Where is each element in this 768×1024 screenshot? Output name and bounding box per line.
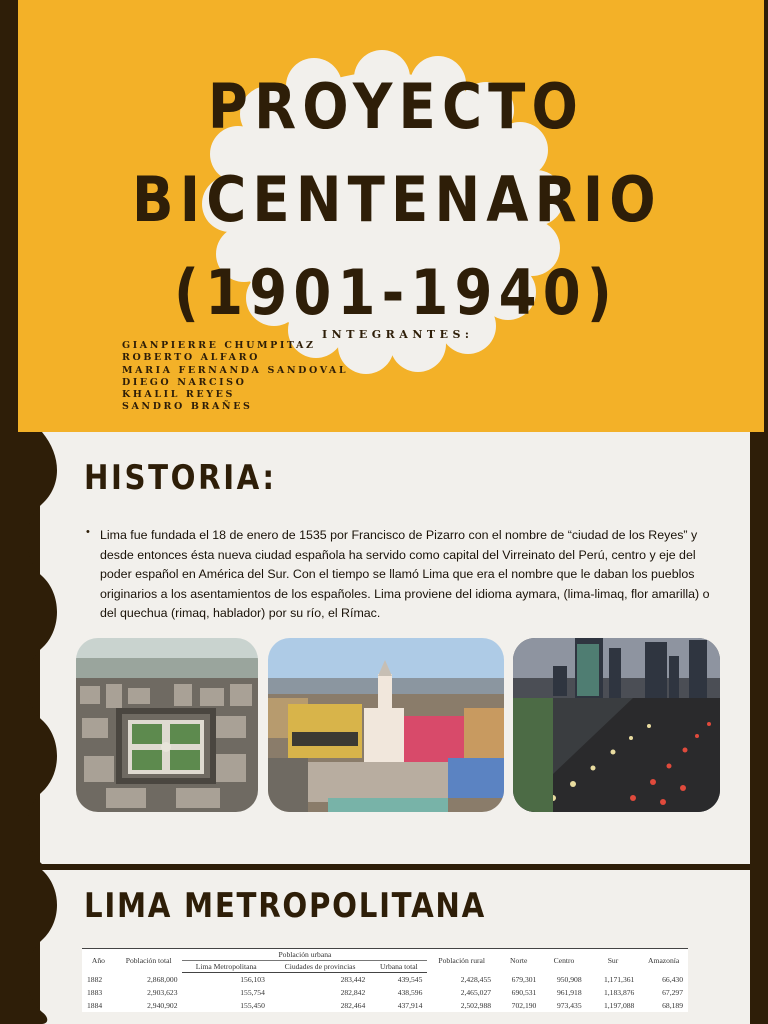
table-cell: 437,914	[397, 1001, 423, 1010]
col-header-rural: Población rural	[427, 949, 496, 973]
colonial-church-photo	[268, 638, 504, 812]
table-cell: 282,842	[340, 988, 366, 997]
table-cell: 282,464	[340, 1001, 366, 1010]
title-line-3: (1901-1940)	[174, 256, 618, 329]
population-table	[82, 948, 688, 1012]
table-cell: 1,183,876	[603, 988, 635, 997]
history-heading: HISTORIA:	[84, 458, 277, 498]
slide-right-bar	[764, 0, 768, 432]
col-header-provincias: Ciudades de provincias	[270, 961, 370, 973]
table-cell: 679,301	[511, 974, 537, 984]
col-header-amazonia: Amazonía	[639, 949, 688, 973]
history-text: Lima fue fundada el 18 de enero de 1535 por Francisco de Pizarro con el nombre de “ciudad de los Reyes” y desde entonces ésta nueva ciudad española ha servido como capital del Virreinato del Perú, centro y eje del poder español en América del Sur. Con el tiempo se llamó Lima que era el nombre que le daban los pueblos originarios a los asentamientos de los españoles. Lima proviene del idioma aymara, (lima-limaq, flor amarilla) o del quechua (rimaq, hablador) por su río, el Rímac.	[100, 528, 710, 620]
table-cell: 2,465,027	[460, 988, 492, 997]
col-header-lima: Lima Metropolitana	[182, 961, 269, 973]
lima-slide[interactable]	[0, 864, 768, 1024]
table-cell: 155,754	[240, 988, 265, 997]
col-header-centro: Centro	[541, 949, 586, 973]
col-header-sur: Sur	[587, 949, 640, 973]
table-cell: 2,903,623	[147, 988, 178, 997]
table-cell: 2,940,902	[147, 1001, 178, 1010]
member-name: ROBERTO ALFARO	[122, 352, 261, 364]
table-cell: 68,189	[662, 1001, 683, 1010]
wavy-edge	[0, 432, 60, 864]
table-cell: 1884	[87, 1001, 103, 1010]
table-cell: 702,190	[511, 1001, 537, 1010]
table-cell: 155,450	[240, 1001, 265, 1010]
lima-heading: LIMA METROPOLITANA	[84, 886, 486, 926]
member-name: KHALIL REYES	[122, 389, 235, 401]
table-cell: 156,103	[240, 975, 265, 984]
member-name: GIANPIERRE CHUMPITAZ	[122, 340, 316, 351]
slide-left-bar	[0, 0, 18, 432]
table-cell: 1883	[87, 988, 103, 997]
col-group-urban: Población urbana	[182, 949, 427, 961]
table-cell: 67,297	[662, 988, 683, 997]
wavy-edge	[0, 870, 60, 1024]
table-row	[82, 973, 688, 987]
highway-skyline-photo	[513, 638, 720, 812]
member-name: SANDRO BRAÑES	[122, 401, 253, 413]
aerial-plaza-photo	[76, 638, 258, 812]
title-slide[interactable]	[0, 0, 768, 432]
table-row	[82, 986, 688, 999]
members-list	[122, 340, 348, 414]
table-cell: 1882	[87, 974, 103, 984]
col-header-year: Año	[82, 949, 115, 973]
table-cell: 283,442	[340, 975, 366, 984]
member-name: MARIA FERNANDA SANDOVAL	[122, 364, 349, 376]
table-cell: 438,596	[397, 988, 423, 997]
col-header-norte: Norte	[496, 949, 541, 973]
table-cell: 1,197,088	[603, 1001, 635, 1010]
bullet-dot: •	[86, 526, 90, 538]
table-cell: 2,868,000	[147, 974, 178, 984]
presentation-title	[132, 60, 660, 339]
table-cell: 973,435	[556, 1001, 582, 1010]
title-line-2: BICENTENARIO	[132, 163, 662, 236]
table-cell: 439,545	[397, 975, 423, 984]
title-line-1: PROYECTO	[207, 70, 585, 143]
history-slide[interactable]	[0, 432, 768, 864]
col-header-total: Población total	[115, 949, 183, 973]
table-cell: 2,502,988	[460, 1001, 492, 1010]
table-cell: 961,918	[556, 988, 582, 997]
table-row	[82, 999, 688, 1012]
table-cell: 950,908	[556, 974, 582, 984]
table-cell: 66,430	[662, 974, 683, 984]
members-label: INTEGRANTES:	[322, 328, 474, 341]
col-header-urbana-total: Urbana total	[370, 961, 427, 973]
table-cell: 2,428,455	[460, 974, 492, 984]
table-cell: 1,171,361	[603, 974, 635, 984]
table-cell: 690,531	[511, 988, 537, 997]
member-name: DIEGO NARCISO	[122, 376, 247, 388]
